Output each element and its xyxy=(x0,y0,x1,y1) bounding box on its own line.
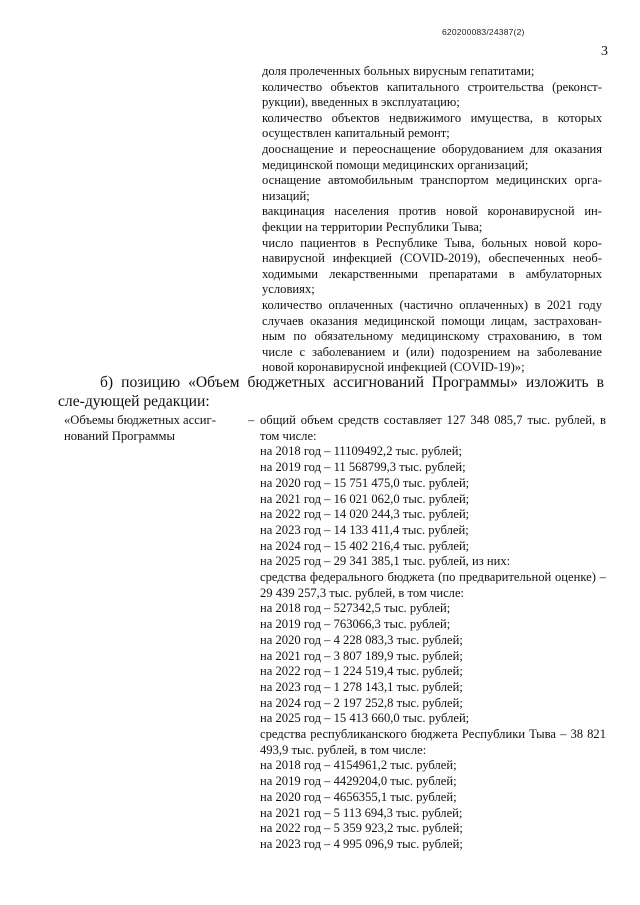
indicator-item: количество объектов недвижимого имущества, в которых осуществлен капитальный ремонт; xyxy=(262,110,602,141)
indicator-item: оснащение автомобильным транспортом медицинских орга-низаций; xyxy=(262,173,602,203)
federal-year-row: на 2021 год – 3 807 189,9 тыс. рублей; xyxy=(260,648,463,663)
indicator-item: доля пролеченных больных вирусным гепатитами; xyxy=(262,64,535,78)
federal-year-row: на 2024 год – 2 197 252,8 тыс. рублей; xyxy=(260,695,463,710)
federal-year-row: на 2020 год – 4 228 083,3 тыс. рублей; xyxy=(260,632,463,647)
total-year-row: на 2020 год – 15 751 475,0 тыс. рублей; xyxy=(260,475,470,490)
republic-year-row: на 2022 год – 5 359 923,2 тыс. рублей; xyxy=(260,821,463,836)
federal-year-row: на 2019 год – 763066,3 тыс. рублей; xyxy=(260,617,451,632)
republic-budget-heading: средства республиканского бюджета Республики Тыва – 38 821 493,9 тыс. рублей, в том числе: xyxy=(260,727,606,757)
federal-year-row: на 2023 год – 1 278 143,1 тыс. рублей; xyxy=(260,679,463,694)
republic-year-row: на 2018 год – 4154961,2 тыс. рублей; xyxy=(260,758,457,773)
federal-budget-heading: средства федерального бюджета (по предварительной оценке) – 29 439 257,3 тыс. рублей, в том числе: xyxy=(260,570,606,600)
federal-year-row: на 2018 год – 527342,5 тыс. рублей; xyxy=(260,601,451,616)
total-amount: общий объем средств составляет 127 348 085,7 тыс. рублей, в том числе: xyxy=(260,413,606,443)
indicator-item: дооснащение и переоснащение оборудованием для оказания медицинской помощи медицинских организаций; xyxy=(262,141,602,172)
passport-label: «Объемы бюджетных ассиг-нований Программы xyxy=(64,413,216,443)
total-year-row: на 2021 год – 16 021 062,0 тыс. рублей; xyxy=(260,491,470,506)
passport-value xyxy=(260,413,606,853)
section-heading: б) позицию «Объем бюджетных ассигнований Программы» изложить в сле-дующей редакции: xyxy=(58,374,604,410)
republic-year-row: на 2019 год – 4429204,0 тыс. рублей; xyxy=(260,774,457,789)
indicator-item: количество объектов капитального строительства (реконст-рукции), введенных в эксплуатацию; xyxy=(262,79,602,110)
page-number: 3 xyxy=(601,44,608,59)
republic-year-row: на 2023 год – 4 995 096,9 тыс. рублей; xyxy=(260,836,463,851)
total-year-row: на 2018 год – 11109492,2 тыс. рублей; xyxy=(260,444,462,459)
republic-year-row: на 2020 год – 4656355,1 тыс. рублей; xyxy=(260,789,457,804)
indicator-item: число пациентов в Республике Тыва, больных новой коро-навирусной инфекцией (COVID-2019), обеспеченных необ-ходимыми лекарственными препаратами в амбулаторных условиях; xyxy=(262,235,602,297)
total-year-row: на 2019 год – 11 568799,3 тыс. рублей; xyxy=(260,460,466,475)
federal-year-row: на 2025 год – 15 413 660,0 тыс. рублей; xyxy=(260,711,470,726)
republic-year-row: на 2021 год – 5 113 694,3 тыс. рублей; xyxy=(260,805,463,820)
indicator-item: количество оплаченных (частично оплаченных) в 2021 году случаев оказания медицинской помощи лицам, застрахован-ным по обязательному медицинскому страхованию, в том числе с заболеванием и (или) подозрением на заболевание новой коронавирусной инфекцией (COVID-19)»; xyxy=(262,297,602,375)
total-year-row: на 2024 год – 15 402 216,4 тыс. рублей; xyxy=(260,538,470,553)
passport-dash: – xyxy=(248,413,255,427)
federal-year-row: на 2022 год – 1 224 519,4 тыс. рублей; xyxy=(260,664,463,679)
total-year-row: на 2025 год – 29 341 385,1 тыс. рублей, из них: xyxy=(260,554,511,569)
total-year-row: на 2023 год – 14 133 411,4 тыс. рублей; xyxy=(260,522,469,537)
indicator-item: вакцинация населения против новой коронавирусной ин-фекции на территории Республики Тыва; xyxy=(262,204,602,234)
indicator-list xyxy=(262,64,602,376)
document-code: 620200083/24387(2) xyxy=(442,27,525,37)
total-year-row: на 2022 год – 14 020 244,3 тыс. рублей; xyxy=(260,507,470,522)
